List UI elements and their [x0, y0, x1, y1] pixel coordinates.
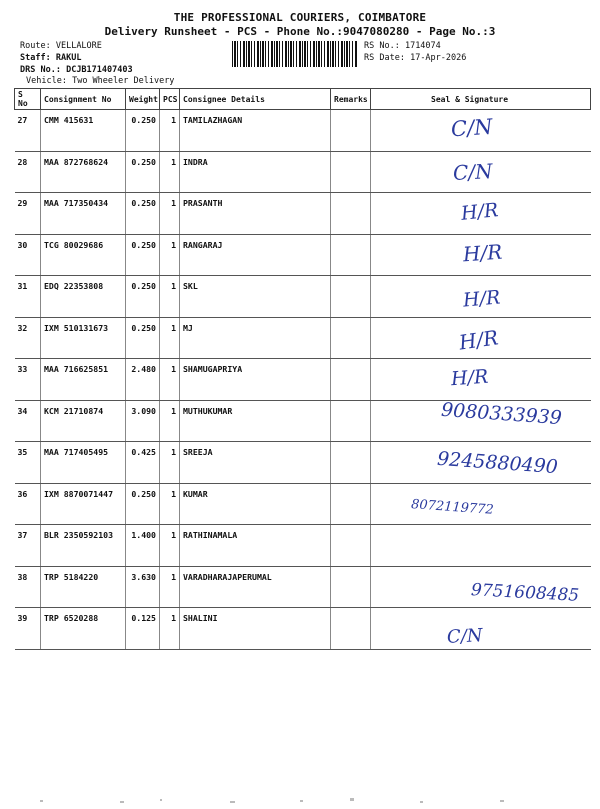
row-signature	[371, 193, 591, 235]
row-signature	[371, 525, 591, 567]
row-sno: 35	[15, 442, 41, 484]
col-header-remarks: Remarks	[331, 89, 371, 110]
table-row	[15, 566, 591, 608]
row-signature	[371, 566, 591, 608]
rs-date-line	[364, 53, 466, 63]
row-consignment-no: KCM 21710874	[41, 400, 126, 442]
drs-value: DCJB171407403	[66, 65, 133, 75]
route-label: Route:	[20, 41, 51, 51]
row-consignee: SREEJA	[180, 442, 331, 484]
row-consignment-no: TCG 80029686	[41, 234, 126, 276]
drs-line	[20, 65, 133, 75]
row-remarks	[331, 525, 371, 567]
row-consignment-no: TRP 5184220	[41, 566, 126, 608]
row-sno: 30	[15, 234, 41, 276]
handwritten-signature: H/R	[459, 199, 500, 225]
row-sno: 34	[15, 400, 41, 442]
runsheet-subtitle: Delivery Runsheet - PCS - Phone No.:9047080280 - Page No.:3	[104, 25, 496, 38]
row-signature	[371, 483, 591, 525]
table-row	[15, 359, 591, 401]
table-row	[15, 110, 591, 152]
row-sno: 31	[15, 276, 41, 318]
row-consignee: INDRA	[180, 151, 331, 193]
runsheet-table	[14, 88, 591, 650]
row-consignment-no: EDQ 22353808	[41, 276, 126, 318]
row-pcs: 1	[160, 234, 180, 276]
rs-no-line	[364, 41, 441, 51]
rs-date-value: 17-Apr-2026	[410, 53, 467, 63]
row-weight: 0.250	[126, 193, 160, 235]
vehicle-value: Two Wheeler Delivery	[72, 76, 175, 86]
table-row	[15, 608, 591, 650]
staff-value: RAKUL	[55, 53, 82, 63]
row-pcs: 1	[160, 151, 180, 193]
route-value: VELLALORE	[55, 41, 102, 51]
row-weight: 2.480	[126, 359, 160, 401]
row-consignment-no: MAA 717405495	[41, 442, 126, 484]
row-remarks	[331, 276, 371, 318]
row-weight: 3.630	[126, 566, 160, 608]
row-consignee: PRASANTH	[180, 193, 331, 235]
handwritten-signature: H/R	[462, 286, 502, 312]
staff-label: Staff:	[20, 53, 51, 63]
handwritten-signature: H/R	[462, 239, 504, 266]
table-row	[15, 442, 591, 484]
row-pcs: 1	[160, 317, 180, 359]
row-signature	[371, 400, 591, 442]
row-remarks	[331, 483, 371, 525]
handwritten-signature: C/N	[452, 158, 494, 185]
row-pcs: 1	[160, 525, 180, 567]
company-title: THE PROFESSIONAL COURIERS, COIMBATORE	[173, 11, 427, 24]
row-signature	[371, 317, 591, 359]
row-pcs: 1	[160, 608, 180, 650]
table-row	[15, 276, 591, 318]
col-header-consignee: Consignee Details	[180, 89, 331, 110]
row-consignment-no: MAA 872768624	[41, 151, 126, 193]
col-header-pcs: PCS	[160, 89, 180, 110]
handwritten-signature: 8072119772	[410, 496, 495, 518]
row-pcs: 1	[160, 483, 180, 525]
row-pcs: 1	[160, 359, 180, 401]
row-consignee: RATHINAMALA	[180, 525, 331, 567]
row-weight: 0.250	[126, 151, 160, 193]
row-sno: 36	[15, 483, 41, 525]
row-sno: 39	[15, 608, 41, 650]
row-pcs: 1	[160, 110, 180, 152]
row-consignment-no: CMM 415631	[41, 110, 126, 152]
drs-label: DRS No.:	[20, 65, 61, 75]
row-consignee: SHAMUGAPRIYA	[180, 359, 331, 401]
row-signature	[371, 234, 591, 276]
handwritten-signature: C/N	[446, 625, 484, 648]
row-signature	[371, 151, 591, 193]
col-header-signature: Seal & Signature	[371, 89, 591, 110]
row-pcs: 1	[160, 566, 180, 608]
row-consignee: TAMILAZHAGAN	[180, 110, 331, 152]
table-row	[15, 483, 591, 525]
row-pcs: 1	[160, 442, 180, 484]
row-remarks	[331, 110, 371, 152]
rs-no-label: RS No.:	[364, 41, 400, 51]
row-consignment-no: MAA 716625851	[41, 359, 126, 401]
row-remarks	[331, 566, 371, 608]
row-consignment-no: MAA 717350434	[41, 193, 126, 235]
vehicle-line	[26, 76, 174, 86]
col-header-weight: Weight	[126, 89, 160, 110]
table-row	[15, 400, 591, 442]
row-signature	[371, 276, 591, 318]
table-row	[15, 234, 591, 276]
row-consignee: MUTHUKUMAR	[180, 400, 331, 442]
handwritten-signature: 9751608485	[470, 579, 580, 606]
row-consignee: KUMAR	[180, 483, 331, 525]
row-weight: 0.250	[126, 276, 160, 318]
row-consignee: SKL	[180, 276, 331, 318]
row-consignee: RANGARAJ	[180, 234, 331, 276]
scan-dots-graphic	[0, 797, 600, 805]
row-consignment-no: BLR 2350592103	[41, 525, 126, 567]
col-header-consignment: Consignment No	[41, 89, 126, 110]
table-row	[15, 525, 591, 567]
row-remarks	[331, 400, 371, 442]
table-row	[15, 317, 591, 359]
row-sno: 27	[15, 110, 41, 152]
handwritten-signature: C/N	[450, 114, 494, 142]
row-sno: 37	[15, 525, 41, 567]
row-weight: 0.250	[126, 234, 160, 276]
handwritten-signature: H/R	[450, 365, 490, 391]
row-weight: 0.425	[126, 442, 160, 484]
row-consignee: SHALINI	[180, 608, 331, 650]
row-weight: 1.400	[126, 525, 160, 567]
col-header-sno: S No	[15, 89, 41, 110]
route-line	[20, 41, 102, 51]
row-pcs: 1	[160, 276, 180, 318]
staff-line	[20, 53, 81, 63]
table-row	[15, 151, 591, 193]
row-sno: 38	[15, 566, 41, 608]
handwritten-signature: H/R	[457, 324, 500, 355]
row-weight: 0.250	[126, 317, 160, 359]
row-weight: 0.250	[126, 110, 160, 152]
row-remarks	[331, 317, 371, 359]
row-consignee: MJ	[180, 317, 331, 359]
row-consignee: VARADHARAJAPERUMAL	[180, 566, 331, 608]
row-signature	[371, 608, 591, 650]
table-header-row	[15, 89, 591, 110]
rs-date-label: RS Date:	[364, 53, 405, 63]
row-remarks	[331, 359, 371, 401]
row-sno: 33	[15, 359, 41, 401]
vehicle-label: Vehicle:	[26, 76, 67, 86]
rs-no-value: 1714074	[404, 41, 441, 51]
row-remarks	[331, 442, 371, 484]
row-signature	[371, 359, 591, 401]
handwritten-signature: 9245880490	[436, 447, 559, 479]
row-sno: 28	[15, 151, 41, 193]
row-remarks	[331, 234, 371, 276]
row-weight: 0.250	[126, 483, 160, 525]
row-consignment-no: IXM 510131673	[41, 317, 126, 359]
scan-artifacts	[0, 790, 600, 798]
row-sno: 32	[15, 317, 41, 359]
row-weight: 0.125	[126, 608, 160, 650]
row-remarks	[331, 193, 371, 235]
barcode-image	[232, 41, 358, 67]
table-row	[15, 193, 591, 235]
row-weight: 3.090	[126, 400, 160, 442]
row-sno: 29	[15, 193, 41, 235]
row-signature	[371, 110, 591, 152]
row-remarks	[331, 151, 371, 193]
row-pcs: 1	[160, 400, 180, 442]
row-consignment-no: IXM 8870071447	[41, 483, 126, 525]
row-consignment-no: TRP 6520288	[41, 608, 126, 650]
row-remarks	[331, 608, 371, 650]
row-pcs: 1	[160, 193, 180, 235]
row-signature	[371, 442, 591, 484]
handwritten-signature: 9080333939	[440, 398, 563, 429]
